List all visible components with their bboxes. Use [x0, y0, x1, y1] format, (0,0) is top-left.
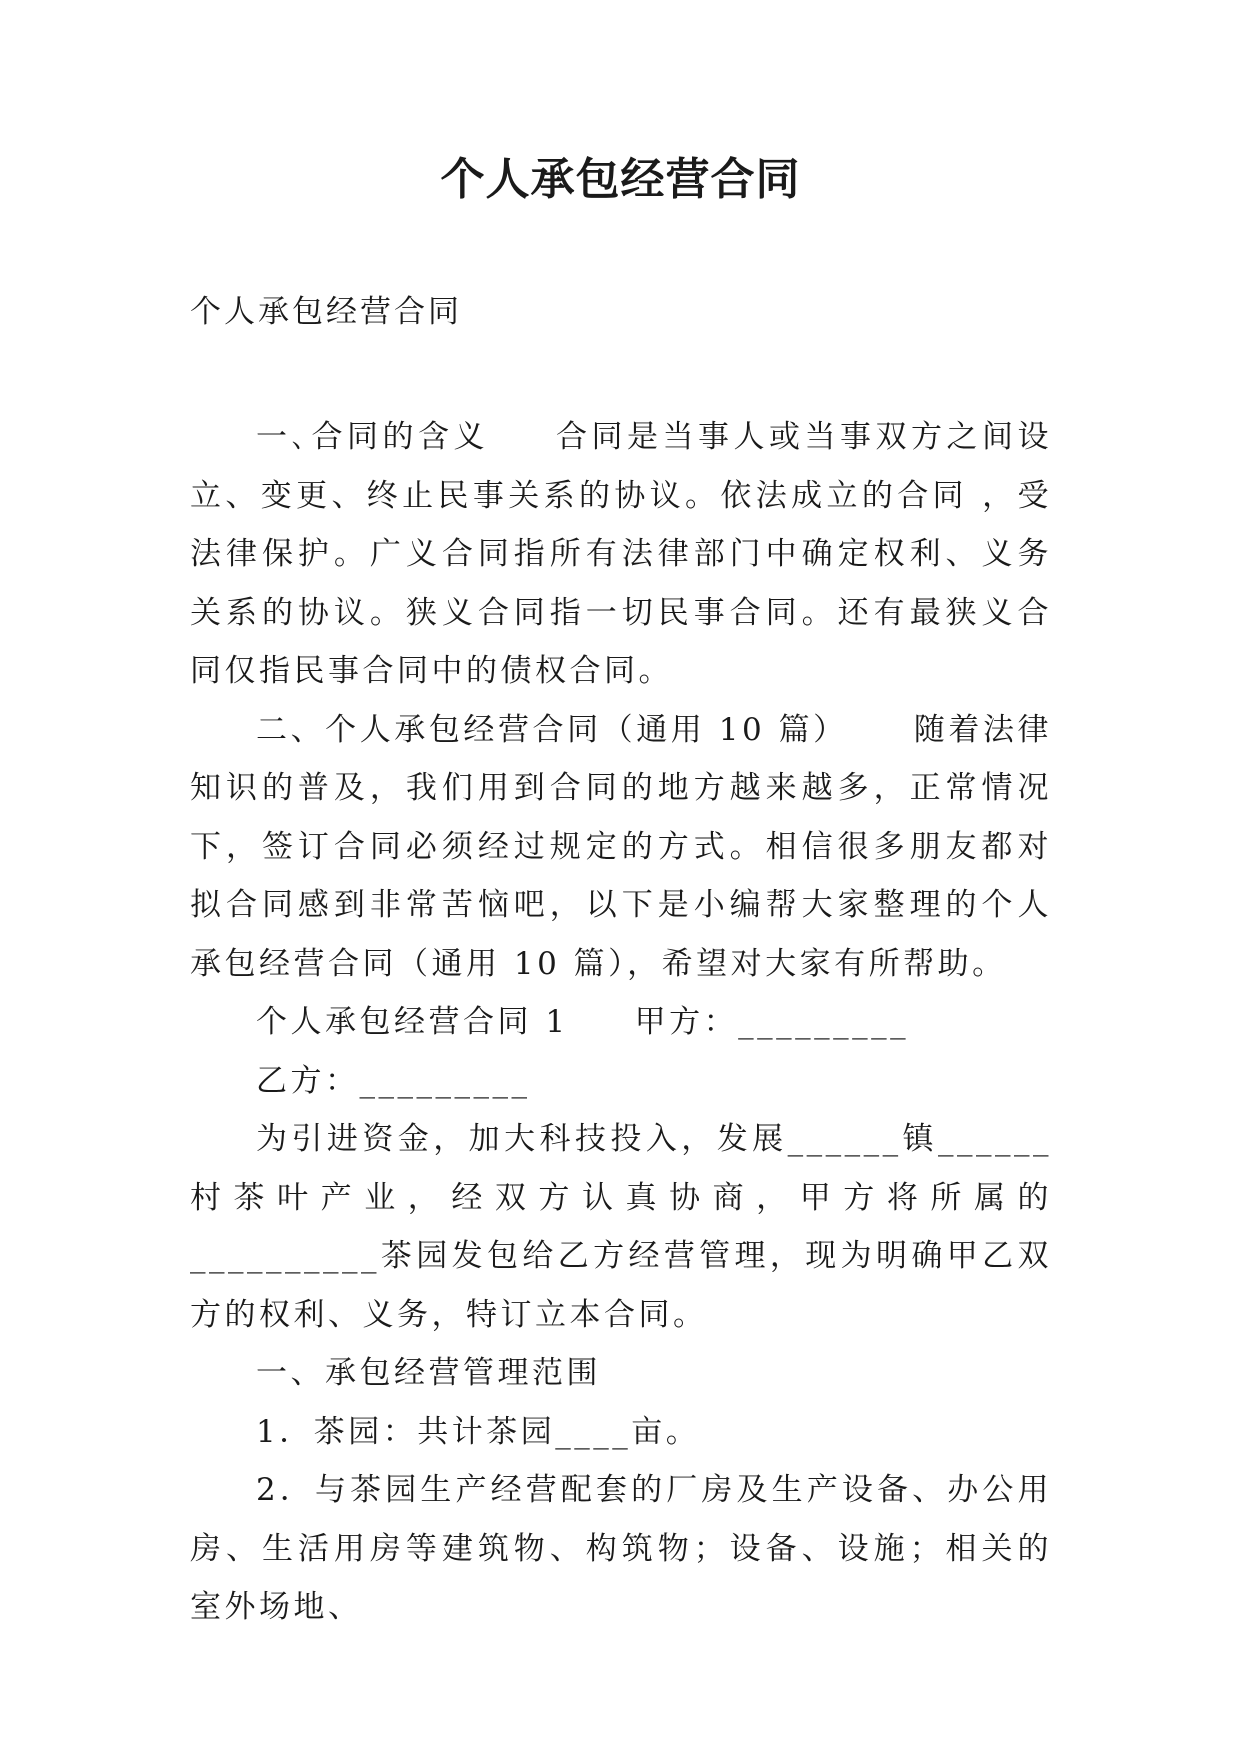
document-subtitle: 个人承包经营合同 [190, 294, 462, 330]
paragraph-lead: 二、个人承包经营合同（通用 10 篇） [256, 711, 848, 748]
paragraph-lead: 一､合同的含义 [256, 419, 489, 455]
document-body [190, 408, 1052, 1637]
paragraph-contract-1-party-a [190, 993, 1052, 1052]
paragraph-text: 为引进资金，加大科技投入，发展______镇______村茶叶产业，经双方认真协商，甲方将所属的__________茶园发包给乙方经营管理，现为明确甲乙双方的权利、义务，特订立本合同。 [190, 1121, 1052, 1333]
paragraph-text: 一、承包经营管理范围 [256, 1355, 601, 1391]
paragraph-item-1 [190, 1403, 1052, 1462]
paragraph-text: 随着法律知识的普及，我们用到合同的地方越来越多，正常情况下，签订合同必须经过规定的方式。相信很多朋友都对拟合同感到非常苦恼吧，以下是小编帮大家整理的个人承包经营合同（通用 10 篇），希望对大家有所帮助。 [190, 711, 1053, 982]
paragraph-contract-intro [190, 701, 1052, 994]
document-title: 个人承包经营合同 [440, 154, 801, 205]
paragraph-contract-definition [190, 408, 1052, 701]
paragraph-item-2 [190, 1461, 1052, 1637]
paragraph-text: 2．与茶园生产经营配套的厂房及生产设备、办公用房、生活用房等建筑物、构筑物；设备、设施；相关的室外场地、 [190, 1472, 1052, 1625]
paragraph-text: 甲方：_________ [634, 1004, 910, 1040]
paragraph-text: 1．茶园：共计茶园____亩。 [256, 1413, 701, 1450]
paragraph-text: 乙方：_________ [256, 1062, 531, 1099]
paragraph-purpose [190, 1110, 1052, 1344]
paragraph-text: 合同是当事人或当事双方之间设立、变更、终止民事关系的协议。依法成立的合同 ，受法律保护。广义合同指所有法律部门中确定权利、义务关系的协议。狭义合同指一切民事合同。还有最狭义合同仅指民事合同中的债权合同。 [190, 419, 1052, 689]
paragraph-party-b [190, 1052, 1052, 1111]
paragraph-section-heading [190, 1344, 1052, 1403]
paragraph-lead: 个人承包经营合同 1 [256, 1004, 569, 1040]
